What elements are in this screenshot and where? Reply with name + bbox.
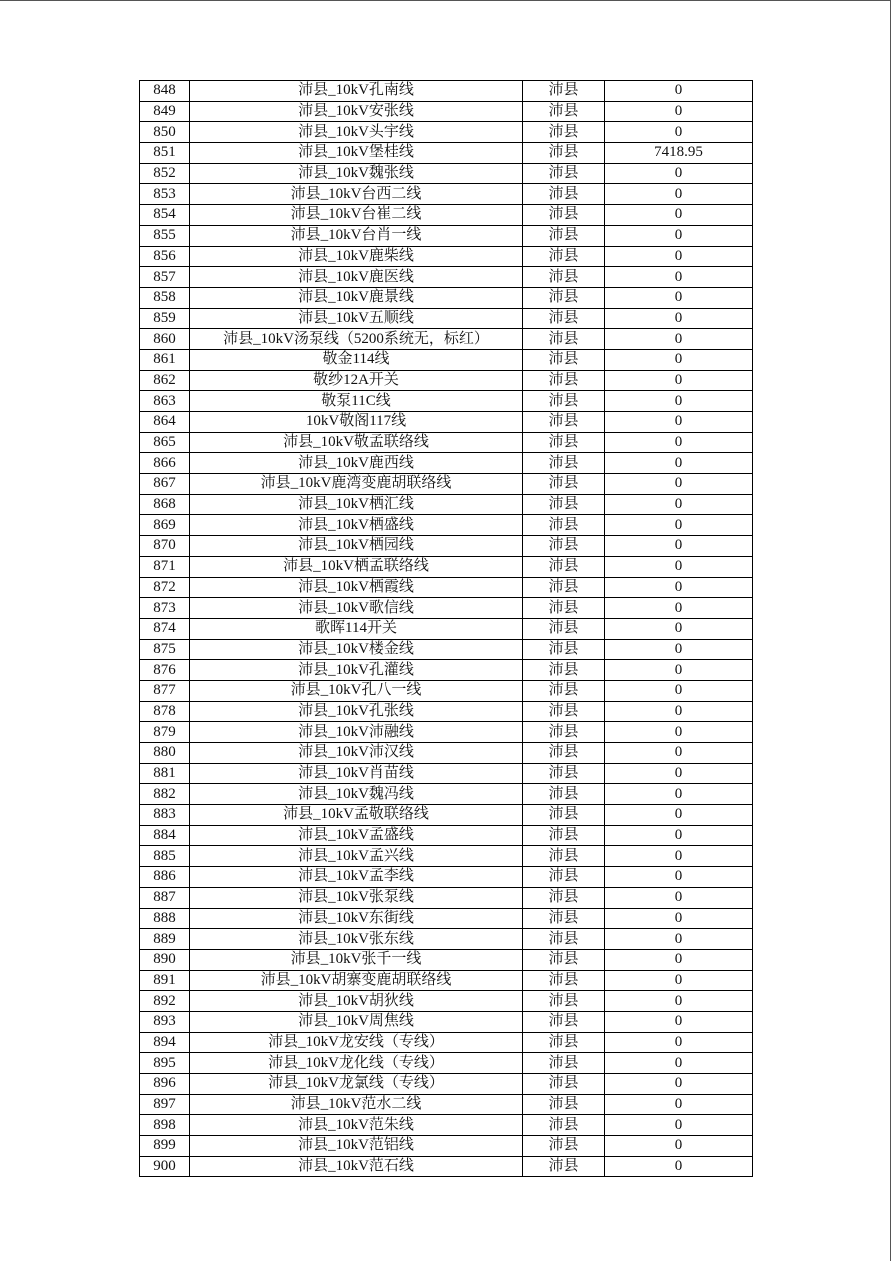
row-number-cell: 880: [140, 743, 190, 764]
line-name-cell: 沛县_10kV栖孟联络线: [190, 556, 523, 577]
value-cell: 0: [605, 660, 753, 681]
row-number-cell: 865: [140, 432, 190, 453]
value-cell: 0: [605, 949, 753, 970]
row-number-cell: 864: [140, 412, 190, 433]
county-cell: 沛县: [523, 556, 605, 577]
table-row: [140, 81, 753, 102]
row-number-cell: 853: [140, 184, 190, 205]
line-name-cell: 沛县_10kV范朱线: [190, 1115, 523, 1136]
table-row: [140, 391, 753, 412]
table-row: [140, 929, 753, 950]
row-number-cell: 851: [140, 143, 190, 164]
value-cell: 0: [605, 722, 753, 743]
value-cell: 0: [605, 970, 753, 991]
row-number-cell: 852: [140, 163, 190, 184]
row-number-cell: 889: [140, 929, 190, 950]
table-row: [140, 970, 753, 991]
line-name-cell: 沛县_10kV张东线: [190, 929, 523, 950]
county-cell: 沛县: [523, 453, 605, 474]
county-cell: 沛县: [523, 949, 605, 970]
line-name-cell: 沛县_10kV孔八一线: [190, 680, 523, 701]
value-cell: 7418.95: [605, 143, 753, 164]
line-name-cell: 沛县_10kV栖盛线: [190, 515, 523, 536]
line-name-cell: 沛县_10kV汤泵线（5200系统无，标红）: [190, 329, 523, 350]
row-number-cell: 870: [140, 536, 190, 557]
value-cell: 0: [605, 701, 753, 722]
value-cell: 0: [605, 184, 753, 205]
line-name-cell: 沛县_10kV龙化线（专线）: [190, 1053, 523, 1074]
line-name-cell: 10kV敬阁117线: [190, 412, 523, 433]
county-cell: 沛县: [523, 391, 605, 412]
county-cell: 沛县: [523, 846, 605, 867]
table-row: [140, 846, 753, 867]
value-cell: 0: [605, 577, 753, 598]
row-number-cell: 872: [140, 577, 190, 598]
line-name-cell: 沛县_10kV沛汉线: [190, 743, 523, 764]
table-row: [140, 556, 753, 577]
county-cell: 沛县: [523, 763, 605, 784]
county-cell: 沛县: [523, 618, 605, 639]
row-number-cell: 893: [140, 1011, 190, 1032]
row-number-cell: 882: [140, 784, 190, 805]
county-cell: 沛县: [523, 370, 605, 391]
table-row: [140, 1011, 753, 1032]
line-name-cell: 沛县_10kV安张线: [190, 101, 523, 122]
value-cell: 0: [605, 267, 753, 288]
county-cell: 沛县: [523, 287, 605, 308]
value-cell: 0: [605, 474, 753, 495]
county-cell: 沛县: [523, 1032, 605, 1053]
value-cell: 0: [605, 1074, 753, 1095]
line-name-cell: 沛县_10kV沛融线: [190, 722, 523, 743]
value-cell: 0: [605, 370, 753, 391]
value-cell: 0: [605, 825, 753, 846]
value-cell: 0: [605, 1032, 753, 1053]
county-cell: 沛县: [523, 743, 605, 764]
line-name-cell: 沛县_10kV范铝线: [190, 1136, 523, 1157]
value-cell: 0: [605, 991, 753, 1012]
value-cell: 0: [605, 432, 753, 453]
value-cell: 0: [605, 225, 753, 246]
value-cell: 0: [605, 329, 753, 350]
row-number-cell: 858: [140, 287, 190, 308]
county-cell: 沛县: [523, 494, 605, 515]
row-number-cell: 892: [140, 991, 190, 1012]
county-cell: 沛县: [523, 805, 605, 826]
table-row: [140, 287, 753, 308]
value-cell: 0: [605, 887, 753, 908]
row-number-cell: 891: [140, 970, 190, 991]
row-number-cell: 863: [140, 391, 190, 412]
value-cell: 0: [605, 391, 753, 412]
table-row: [140, 784, 753, 805]
table-row: [140, 887, 753, 908]
value-cell: 0: [605, 163, 753, 184]
table-row: [140, 184, 753, 205]
row-number-cell: 866: [140, 453, 190, 474]
county-cell: 沛县: [523, 225, 605, 246]
table-row: [140, 308, 753, 329]
county-cell: 沛县: [523, 1156, 605, 1177]
line-name-cell: 沛县_10kV栖霞线: [190, 577, 523, 598]
value-cell: 0: [605, 680, 753, 701]
table-row: [140, 163, 753, 184]
value-cell: 0: [605, 618, 753, 639]
row-number-cell: 887: [140, 887, 190, 908]
value-cell: 0: [605, 536, 753, 557]
county-cell: 沛县: [523, 267, 605, 288]
table-row: [140, 991, 753, 1012]
row-number-cell: 856: [140, 246, 190, 267]
table-row: [140, 805, 753, 826]
value-cell: 0: [605, 908, 753, 929]
table-row: [140, 267, 753, 288]
county-cell: 沛县: [523, 515, 605, 536]
row-number-cell: 878: [140, 701, 190, 722]
county-cell: 沛县: [523, 908, 605, 929]
row-number-cell: 867: [140, 474, 190, 495]
row-number-cell: 854: [140, 205, 190, 226]
row-number-cell: 862: [140, 370, 190, 391]
row-number-cell: 861: [140, 349, 190, 370]
row-number-cell: 879: [140, 722, 190, 743]
line-name-cell: 沛县_10kV栖汇线: [190, 494, 523, 515]
line-name-cell: 沛县_10kV鹿湾变鹿胡联络线: [190, 474, 523, 495]
county-cell: 沛县: [523, 1053, 605, 1074]
row-number-cell: 896: [140, 1074, 190, 1095]
line-name-cell: 沛县_10kV魏冯线: [190, 784, 523, 805]
value-cell: 0: [605, 412, 753, 433]
table-row: [140, 101, 753, 122]
table-row: [140, 722, 753, 743]
table-row: [140, 453, 753, 474]
line-name-cell: 沛县_10kV栖园线: [190, 536, 523, 557]
value-cell: 0: [605, 867, 753, 888]
row-number-cell: 888: [140, 908, 190, 929]
line-name-cell: 沛县_10kV胡寨变鹿胡联络线: [190, 970, 523, 991]
value-cell: 0: [605, 205, 753, 226]
county-cell: 沛县: [523, 308, 605, 329]
line-name-cell: 沛县_10kV张千一线: [190, 949, 523, 970]
table-row: [140, 743, 753, 764]
line-name-cell: 沛县_10kV龙安线（专线）: [190, 1032, 523, 1053]
value-cell: 0: [605, 1136, 753, 1157]
value-cell: 0: [605, 763, 753, 784]
county-cell: 沛县: [523, 474, 605, 495]
line-name-cell: 沛县_10kV鹿景线: [190, 287, 523, 308]
county-cell: 沛县: [523, 412, 605, 433]
line-name-cell: 沛县_10kV范水二线: [190, 1094, 523, 1115]
row-number-cell: 895: [140, 1053, 190, 1074]
county-cell: 沛县: [523, 867, 605, 888]
value-cell: 0: [605, 639, 753, 660]
line-name-cell: 沛县_10kV台肖一线: [190, 225, 523, 246]
value-cell: 0: [605, 494, 753, 515]
table-row: [140, 412, 753, 433]
value-cell: 0: [605, 122, 753, 143]
value-cell: 0: [605, 453, 753, 474]
county-cell: 沛县: [523, 122, 605, 143]
table-row: [140, 701, 753, 722]
row-number-cell: 899: [140, 1136, 190, 1157]
value-cell: 0: [605, 598, 753, 619]
county-cell: 沛县: [523, 184, 605, 205]
county-cell: 沛县: [523, 349, 605, 370]
row-number-cell: 894: [140, 1032, 190, 1053]
table-row: [140, 598, 753, 619]
value-cell: 0: [605, 101, 753, 122]
row-number-cell: 874: [140, 618, 190, 639]
row-number-cell: 885: [140, 846, 190, 867]
table-row: [140, 1053, 753, 1074]
table-row: [140, 949, 753, 970]
line-name-cell: 沛县_10kV东街线: [190, 908, 523, 929]
table-row: [140, 680, 753, 701]
table-row: [140, 349, 753, 370]
line-name-cell: 歌晖114开关: [190, 618, 523, 639]
county-cell: 沛县: [523, 929, 605, 950]
county-cell: 沛县: [523, 991, 605, 1012]
line-name-cell: 沛县_10kV台崔二线: [190, 205, 523, 226]
value-cell: 0: [605, 1011, 753, 1032]
table-row: [140, 1156, 753, 1177]
table-row: [140, 370, 753, 391]
value-cell: 0: [605, 246, 753, 267]
line-name-cell: 沛县_10kV楼金线: [190, 639, 523, 660]
line-name-cell: 沛县_10kV魏张线: [190, 163, 523, 184]
line-name-cell: 沛县_10kV孔灌线: [190, 660, 523, 681]
value-cell: 0: [605, 805, 753, 826]
row-number-cell: 857: [140, 267, 190, 288]
line-name-cell: 沛县_10kV五顺线: [190, 308, 523, 329]
row-number-cell: 869: [140, 515, 190, 536]
line-name-cell: 沛县_10kV堡桂线: [190, 143, 523, 164]
row-number-cell: 848: [140, 81, 190, 102]
table-row: [140, 205, 753, 226]
table-row: [140, 432, 753, 453]
value-cell: 0: [605, 81, 753, 102]
county-cell: 沛县: [523, 701, 605, 722]
table-row: [140, 908, 753, 929]
county-cell: 沛县: [523, 970, 605, 991]
county-cell: 沛县: [523, 1011, 605, 1032]
row-number-cell: 900: [140, 1156, 190, 1177]
table-row: [140, 825, 753, 846]
value-cell: 0: [605, 1156, 753, 1177]
line-name-cell: 敬金114线: [190, 349, 523, 370]
county-cell: 沛县: [523, 163, 605, 184]
line-name-cell: 沛县_10kV孔南线: [190, 81, 523, 102]
line-name-cell: 沛县_10kV孟敬联络线: [190, 805, 523, 826]
value-cell: 0: [605, 1053, 753, 1074]
county-cell: 沛县: [523, 329, 605, 350]
table-row: [140, 639, 753, 660]
row-number-cell: 877: [140, 680, 190, 701]
table-row: [140, 1032, 753, 1053]
value-cell: 0: [605, 349, 753, 370]
table-row: [140, 1115, 753, 1136]
row-number-cell: 890: [140, 949, 190, 970]
line-name-cell: 沛县_10kV台西二线: [190, 184, 523, 205]
table-row: [140, 763, 753, 784]
county-cell: 沛县: [523, 887, 605, 908]
line-name-cell: 沛县_10kV范石线: [190, 1156, 523, 1177]
table-row: [140, 143, 753, 164]
row-number-cell: 883: [140, 805, 190, 826]
table-row: [140, 122, 753, 143]
row-number-cell: 886: [140, 867, 190, 888]
table-row: [140, 660, 753, 681]
line-name-cell: 沛县_10kV鹿柴线: [190, 246, 523, 267]
row-number-cell: 875: [140, 639, 190, 660]
county-cell: 沛县: [523, 639, 605, 660]
line-name-cell: 沛县_10kV张泵线: [190, 887, 523, 908]
table-row: [140, 1074, 753, 1095]
value-cell: 0: [605, 784, 753, 805]
line-name-cell: 沛县_10kV敬孟联络线: [190, 432, 523, 453]
line-name-cell: 沛县_10kV周焦线: [190, 1011, 523, 1032]
row-number-cell: 876: [140, 660, 190, 681]
county-cell: 沛县: [523, 660, 605, 681]
value-cell: 0: [605, 743, 753, 764]
value-cell: 0: [605, 1094, 753, 1115]
value-cell: 0: [605, 287, 753, 308]
table-row: [140, 246, 753, 267]
row-number-cell: 868: [140, 494, 190, 515]
county-cell: 沛县: [523, 598, 605, 619]
county-cell: 沛县: [523, 432, 605, 453]
line-name-cell: 沛县_10kV孟兴线: [190, 846, 523, 867]
table-row: [140, 536, 753, 557]
county-cell: 沛县: [523, 205, 605, 226]
row-number-cell: 881: [140, 763, 190, 784]
table-row: [140, 474, 753, 495]
county-cell: 沛县: [523, 1136, 605, 1157]
row-number-cell: 849: [140, 101, 190, 122]
table-row: [140, 867, 753, 888]
table-row: [140, 577, 753, 598]
county-cell: 沛县: [523, 81, 605, 102]
line-name-cell: 沛县_10kV孟盛线: [190, 825, 523, 846]
value-cell: 0: [605, 556, 753, 577]
county-cell: 沛县: [523, 825, 605, 846]
county-cell: 沛县: [523, 577, 605, 598]
county-cell: 沛县: [523, 143, 605, 164]
county-cell: 沛县: [523, 1094, 605, 1115]
row-number-cell: 860: [140, 329, 190, 350]
line-name-cell: 沛县_10kV歌信线: [190, 598, 523, 619]
table-body: [140, 81, 753, 1177]
row-number-cell: 859: [140, 308, 190, 329]
table-row: [140, 225, 753, 246]
table-row: [140, 515, 753, 536]
table-row: [140, 329, 753, 350]
county-cell: 沛县: [523, 246, 605, 267]
line-name-cell: 沛县_10kV鹿西线: [190, 453, 523, 474]
line-name-cell: 沛县_10kV孟李线: [190, 867, 523, 888]
value-cell: 0: [605, 308, 753, 329]
county-cell: 沛县: [523, 1115, 605, 1136]
line-data-table: [139, 80, 753, 1177]
row-number-cell: 873: [140, 598, 190, 619]
line-name-cell: 沛县_10kV胡狄线: [190, 991, 523, 1012]
county-cell: 沛县: [523, 680, 605, 701]
row-number-cell: 850: [140, 122, 190, 143]
table-row: [140, 618, 753, 639]
line-name-cell: 沛县_10kV鹿医线: [190, 267, 523, 288]
line-name-cell: 沛县_10kV肖苗线: [190, 763, 523, 784]
county-cell: 沛县: [523, 784, 605, 805]
county-cell: 沛县: [523, 536, 605, 557]
table-row: [140, 494, 753, 515]
line-name-cell: 沛县_10kV头宇线: [190, 122, 523, 143]
row-number-cell: 855: [140, 225, 190, 246]
value-cell: 0: [605, 1115, 753, 1136]
line-name-cell: 沛县_10kV孔张线: [190, 701, 523, 722]
county-cell: 沛县: [523, 101, 605, 122]
row-number-cell: 871: [140, 556, 190, 577]
value-cell: 0: [605, 846, 753, 867]
value-cell: 0: [605, 929, 753, 950]
table-row: [140, 1136, 753, 1157]
line-name-cell: 沛县_10kV龙氯线（专线）: [190, 1074, 523, 1095]
line-name-cell: 敬泵11C线: [190, 391, 523, 412]
county-cell: 沛县: [523, 722, 605, 743]
row-number-cell: 898: [140, 1115, 190, 1136]
line-name-cell: 敬纱12A开关: [190, 370, 523, 391]
table-row: [140, 1094, 753, 1115]
value-cell: 0: [605, 515, 753, 536]
row-number-cell: 897: [140, 1094, 190, 1115]
county-cell: 沛县: [523, 1074, 605, 1095]
row-number-cell: 884: [140, 825, 190, 846]
